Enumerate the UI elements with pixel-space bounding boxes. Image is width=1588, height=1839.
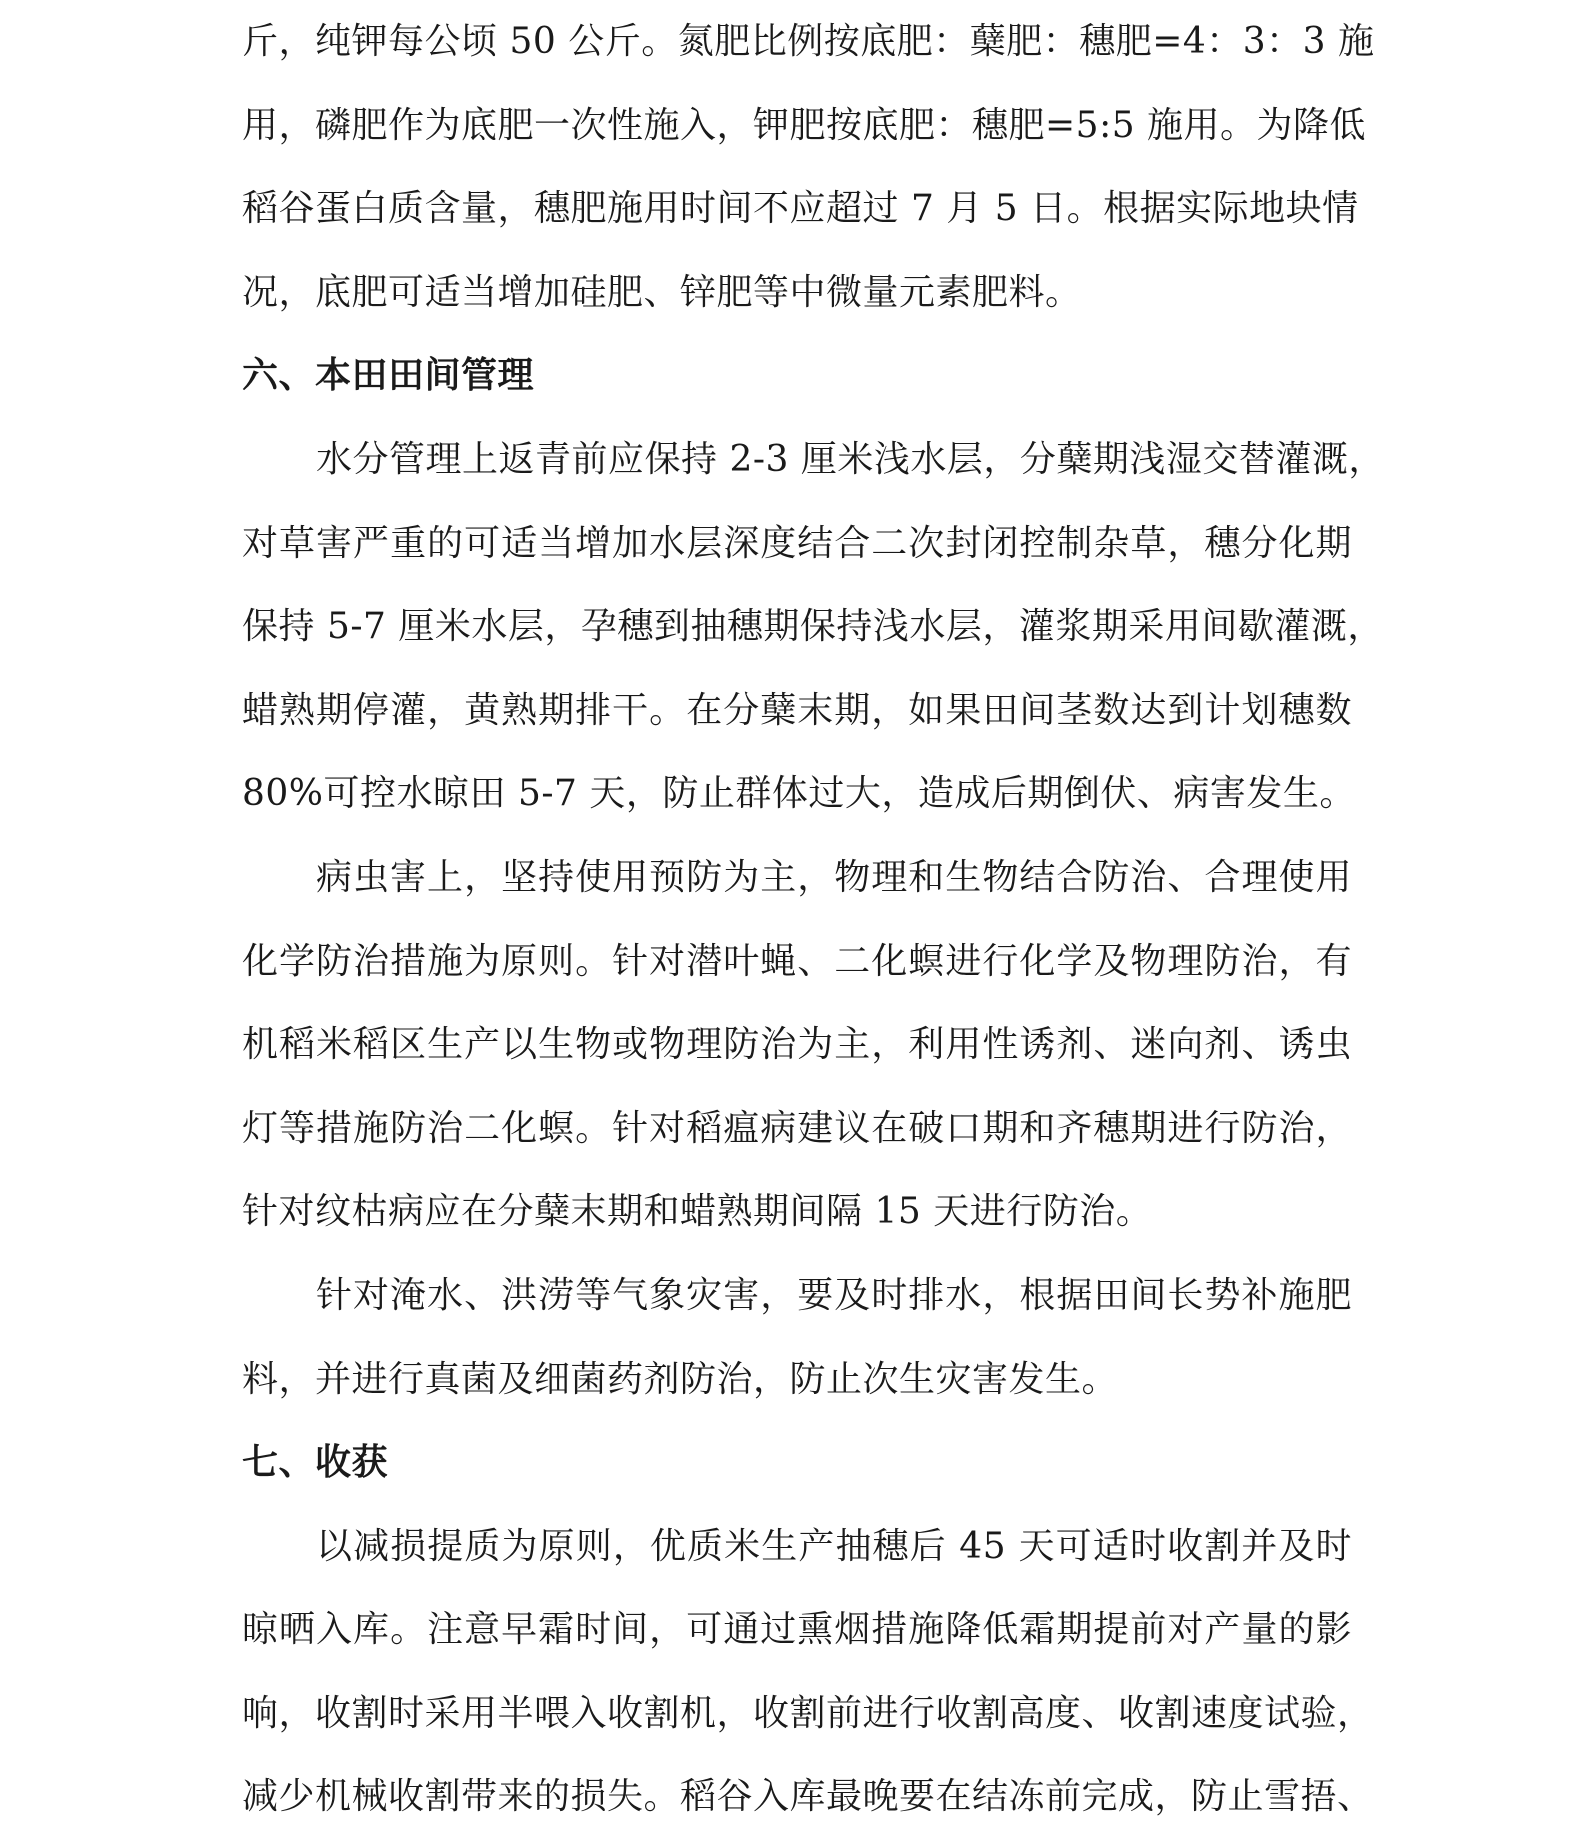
section-heading-harvest: 七、收获 (242, 1442, 389, 1484)
text-line: 用，磷肥作为底肥一次性施入，钾肥按底肥：穗肥=5:5 施用。为降低 (242, 104, 1367, 146)
text-line: 灯等措施防治二化螟。针对稻瘟病建议在破口期和齐穗期进行防治， (242, 1107, 1352, 1149)
text-line: 保持 5-7 厘米水层，孕穗到抽穗期保持浅水层，灌浆期采用间歇灌溉， (242, 606, 1384, 648)
section-heading-field-management: 六、本田田间管理 (242, 355, 535, 397)
text-line: 以减损提质为原则，优质米生产抽穗后 45 天可适时收割并及时 (316, 1525, 1352, 1567)
text-line: 针对淹水、洪涝等气象灾害，要及时排水，根据田间长势补施肥 (316, 1274, 1352, 1316)
text-line: 水分管理上返青前应保持 2-3 厘米浅水层，分蘖期浅湿交替灌溉， (316, 438, 1385, 480)
paragraph-disaster-response (242, 1254, 1352, 1421)
text-line: 斤，纯钾每公顷 50 公斤。氮肥比例按底肥：蘖肥：穗肥=4：3：3 施 (242, 21, 1375, 62)
text-line: 晾晒入库。注意早霜时间，可通过熏烟措施降低霜期提前对产量的影 (242, 1609, 1352, 1651)
text-line: 80%可控水晾田 5-7 天，防止群体过大，造成后期倒伏、病害发生。 (242, 773, 1356, 815)
text-line: 蜡熟期停灌，黄熟期排干。在分蘖末期，如果田间茎数达到计划穗数 (242, 689, 1352, 731)
paragraph-water-management (242, 418, 1385, 836)
text-line: 对草害严重的可适当增加水层深度结合二次封闭控制杂草，穗分化期 (242, 522, 1352, 564)
text-line: 减少机械收割带来的损失。稻谷入库最晚要在结冻前完成，防止雪捂、 (242, 1776, 1374, 1818)
text-line: 料，并进行真菌及细菌药剂防治，防止次生灾害发生。 (242, 1358, 1119, 1400)
text-line: 机稻米稻区生产以生物或物理防治为主，利用性诱剂、迷向剂、诱虫 (242, 1024, 1352, 1066)
text-line: 况，底肥可适当增加硅肥、锌肥等中微量元素肥料。 (242, 271, 1082, 313)
text-line: 响，收割时采用半喂入收割机，收割前进行收割高度、收割速度试验， (242, 1692, 1374, 1734)
text-line: 病虫害上，坚持使用预防为主，物理和生物结合防治、合理使用 (316, 856, 1352, 898)
text-line: 化学防治措施为原则。针对潜叶蝇、二化螟进行化学及物理防治，有 (242, 940, 1352, 982)
document-body (242, 0, 1385, 1839)
text-line: 针对纹枯病应在分蘖末期和蜡熟期间隔 15 天进行防治。 (242, 1191, 1153, 1233)
paragraph-pest-control (242, 836, 1352, 1254)
paragraph-harvest (242, 1505, 1374, 1839)
paragraph-fertilizer-continued (242, 0, 1375, 334)
text-line: 稻谷蛋白质含量，穗肥施用时间不应超过 7 月 5 日。根据实际地块情 (242, 188, 1359, 230)
